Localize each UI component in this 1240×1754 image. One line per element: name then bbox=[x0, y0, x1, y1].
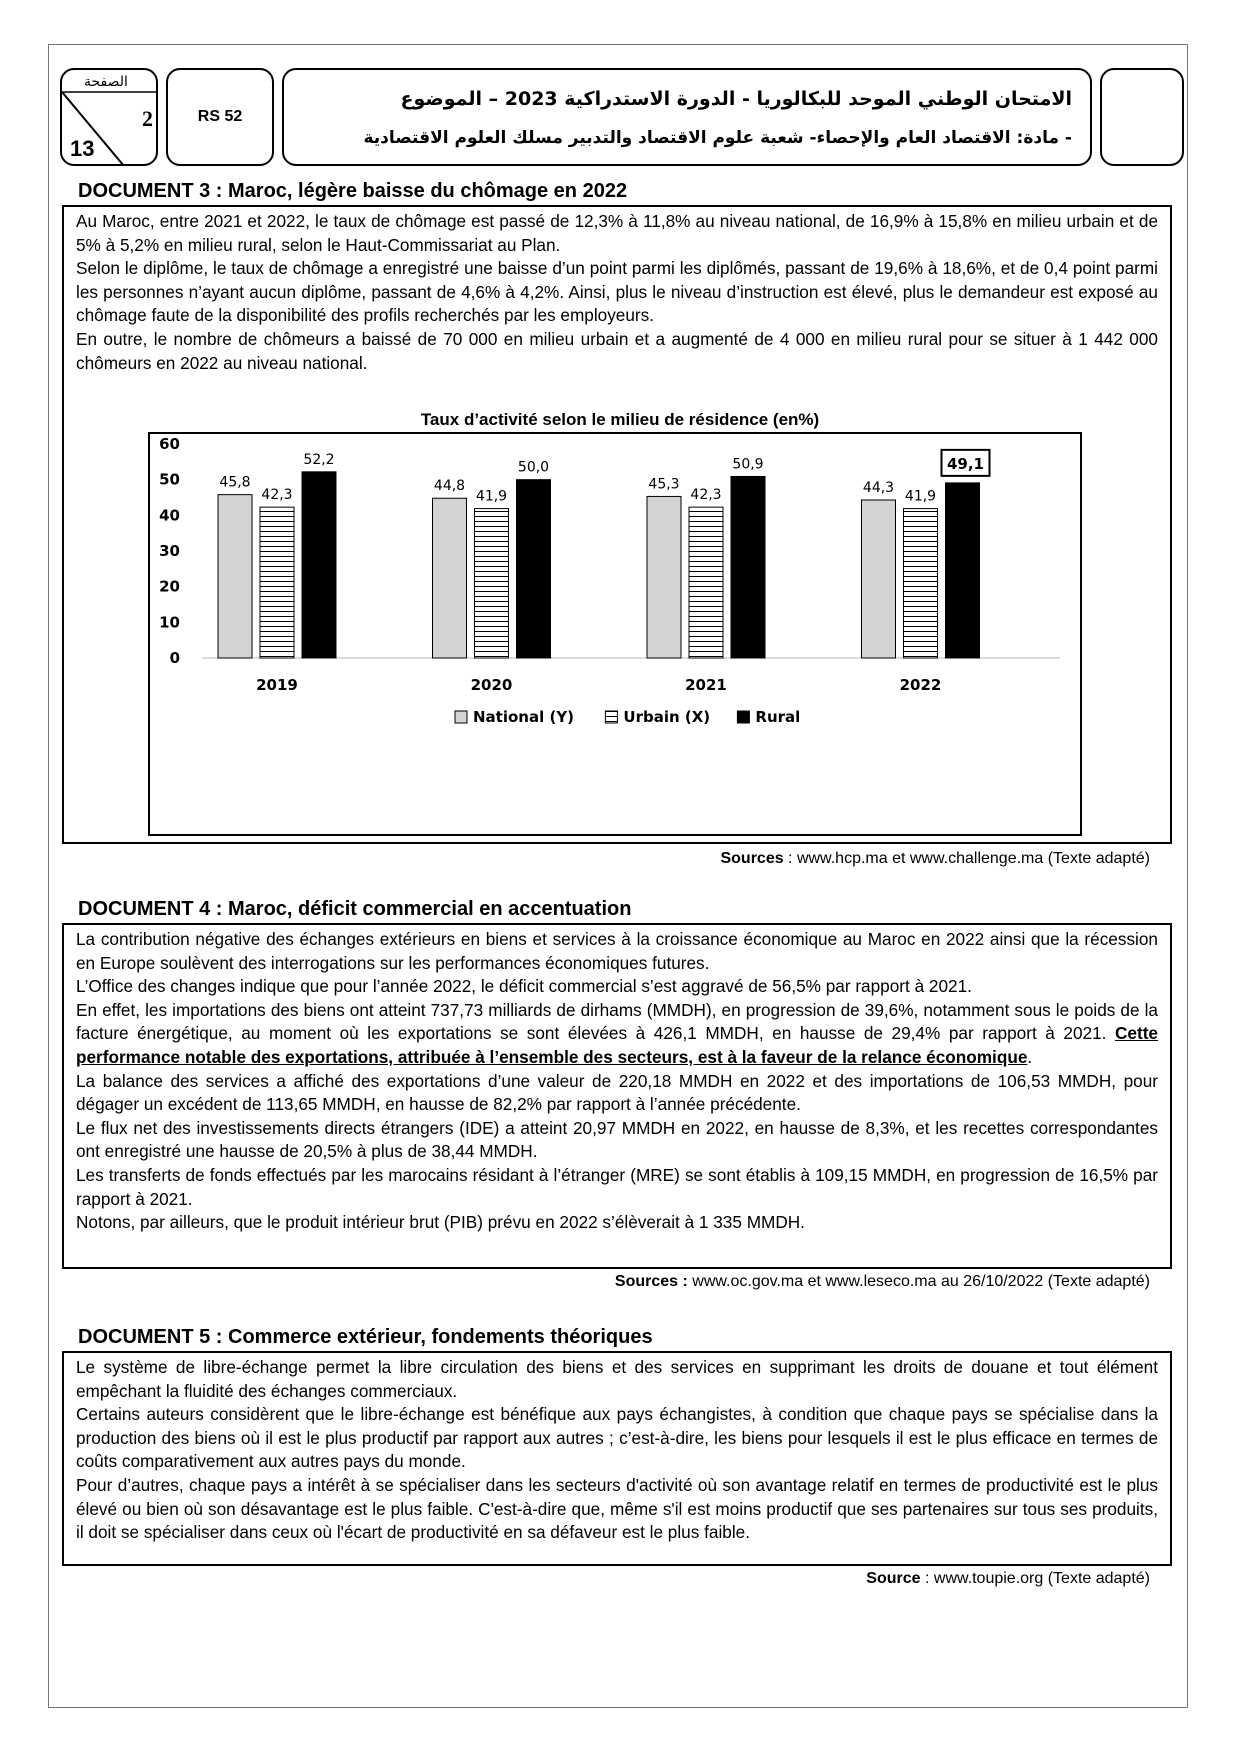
doc5-text bbox=[64, 1353, 1170, 1545]
data-label: 44,8 bbox=[433, 478, 466, 495]
doc5-source-label: Source bbox=[866, 1570, 921, 1587]
bar-urbain bbox=[260, 507, 294, 658]
doc3-source-label: Sources bbox=[720, 850, 784, 867]
data-label: 45,3 bbox=[648, 476, 680, 493]
legend-swatch bbox=[737, 711, 749, 723]
bar-national bbox=[218, 495, 252, 658]
y-tick-label: 20 bbox=[159, 577, 180, 596]
doc4-source-text: www.oc.gov.ma et www.leseco.ma au 26/10/2022 (Texte adapté) bbox=[687, 1273, 1150, 1290]
legend-swatch bbox=[605, 711, 617, 723]
data-label: 50,9 bbox=[732, 456, 764, 473]
y-tick-label: 0 bbox=[169, 649, 180, 667]
doc4-paragraph: La contribution négative des échanges extérieurs en biens et services à la croissance économique au Maroc en 2022 ainsi que la récession en Europe soulèvent des interrogations sur les performances économiques futures. bbox=[76, 929, 1158, 973]
legend-swatch bbox=[455, 711, 467, 723]
bar-rural bbox=[946, 483, 980, 658]
bar-national bbox=[647, 496, 681, 658]
bar-rural bbox=[731, 476, 765, 658]
y-tick-label: 30 bbox=[159, 542, 180, 560]
exam-title-line1: الامتحان الوطني الموحد للبكالوريا - الدورة الاستدراكية 2023 – الموضوع bbox=[400, 88, 1072, 110]
bar-urbain bbox=[475, 509, 509, 658]
data-label: 52,2 bbox=[303, 451, 335, 468]
x-tick-label: 2021 bbox=[685, 676, 727, 694]
exam-code-box bbox=[166, 68, 274, 166]
doc4-source bbox=[615, 1273, 1150, 1291]
data-label: 41,9 bbox=[904, 488, 937, 505]
doc4-highlighted-sentence: Cette performance notable des exportations, attribuée à l’ensemble des secteurs, est à la faveur de la relance économique bbox=[76, 1023, 1158, 1067]
page-total: 13 bbox=[70, 136, 95, 161]
doc4-text-run: En effet, les importations des biens ont atteint 737,73 milliards de dirhams (MMDH), en progression de 39,6%, notamment sous le poids de la facture énergétique, au moment où les exportations se sont élevées à 426,1 MMDH, en hausse de 29,4% par rapport à 2021. bbox=[76, 999, 1158, 1044]
exam-code: RS 52 bbox=[197, 108, 243, 125]
y-tick-label: 40 bbox=[159, 506, 180, 525]
doc3-text bbox=[64, 207, 1170, 375]
doc5-title: DOCUMENT 5 : Commerce extérieur, fondements théoriques bbox=[78, 1326, 653, 1348]
doc3-title: DOCUMENT 3 : Maroc, légère baisse du chômage en 2022 bbox=[78, 180, 628, 202]
exam-title-box bbox=[282, 68, 1092, 166]
doc5-paragraph: Le système de libre-échange permet la libre circulation des biens et des services en supprimant les droits de douane et tout élément empêchant la fluidité des échanges commerciaux. bbox=[76, 1357, 1158, 1401]
chart-frame bbox=[148, 432, 1082, 836]
legend-label: Rural bbox=[755, 708, 801, 726]
data-label: 45,8 bbox=[219, 474, 251, 491]
y-tick-label: 50 bbox=[159, 470, 180, 489]
bar-national bbox=[433, 498, 467, 658]
doc4-text bbox=[64, 925, 1170, 1235]
doc4-paragraph: Notons, par ailleurs, que le produit intérieur brut (PIB) prévu en 2022 s’élèverait à 1 335 MMDH. bbox=[76, 1212, 805, 1233]
doc4-box bbox=[62, 923, 1172, 1269]
doc3-paragraph: Au Maroc, entre 2021 et 2022, le taux de chômage est passé de 12,3% à 11,8% au niveau national, de 16,9% à 15,8% en milieu urbain et de 5% à 5,2% en milieu rural, selon le Haut-Commissariat au Plan. bbox=[76, 211, 1158, 255]
blank-header-box bbox=[1100, 68, 1184, 166]
bar-urbain bbox=[689, 507, 723, 658]
doc5-paragraph: Pour d’autres, chaque pays a intérêt à se spécialiser dans les secteurs d'activité où son avantage relatif en termes de productivité est le plus élevé ou bien où son désavantage est le plus faible. C'est-à-dire que, même s'il est moins productif que ses partenaires sur tous ses produits, il doit se spécialiser dans ceux où l'écart de productivité en sa défaveur est le plus faible. bbox=[76, 1474, 1158, 1543]
bar-rural bbox=[517, 480, 551, 658]
doc3-source bbox=[720, 850, 1150, 868]
doc4-title: DOCUMENT 4 : Maroc, déficit commercial en accentuation bbox=[78, 898, 632, 920]
doc3-paragraph: Selon le diplôme, le taux de chômage a enregistré une baisse d’un point parmi les diplômés, passant de 19,6% à 18,6%, et de 0,4 point parmi les personnes n’ayant aucun diplôme, passant de 4,6% à 4,2%. Ainsi, plus le niveau d’instruction est élevé, plus le demandeur est exposé au chômage faute de la disponibilité des profils recherchés par les employeurs. bbox=[76, 258, 1158, 326]
doc5-source-text: : www.toupie.org (Texte adapté) bbox=[920, 1570, 1150, 1587]
bar-urbain bbox=[904, 509, 938, 658]
doc5-paragraph: Certains auteurs considèrent que le libre-échange est bénéfique aux pays échangistes, à condition que chaque pays se spécialise dans la production des biens où il est le plus productif par rapport aux autres ; c’est-à-dire, les biens pour lesquels il est le plus efficace en termes de coûts comparativement aux autres pays du monde. bbox=[76, 1404, 1158, 1472]
page-number-box bbox=[60, 68, 158, 166]
data-label: 41,9 bbox=[475, 488, 508, 505]
x-tick-label: 2022 bbox=[899, 676, 942, 694]
page-label: الصفحة bbox=[84, 74, 128, 90]
doc4-paragraph: Le flux net des investissements directs étrangers (IDE) a atteint 20,97 MMDH en 2022, en hausse de 8,3%, et les recettes correspondantes ont enregistré une hausse de 20,5% à plus de 38,44 MMDH. bbox=[76, 1117, 1158, 1162]
doc5-source bbox=[866, 1570, 1150, 1588]
doc4-paragraph: L’Office des changes indique que pour l’année 2022, le déficit commercial s’est aggravé de 56,5% par rapport à 2021. bbox=[76, 976, 972, 997]
data-label: 42,3 bbox=[690, 487, 722, 504]
doc4-paragraph bbox=[76, 999, 1158, 1070]
bar-national bbox=[862, 500, 896, 658]
x-tick-label: 2019 bbox=[256, 676, 298, 694]
data-label: 50,0 bbox=[517, 459, 550, 476]
y-tick-label: 60 bbox=[159, 435, 180, 453]
doc4-paragraph: La balance des services a affiché des exportations d’une valeur de 220,18 MMDH en 2022 et des importations de 106,53 MMDH, pour dégager un excédent de 113,65 MMDH, en hausse de 82,2% par rapport à l’année précédente. bbox=[76, 1070, 1158, 1115]
doc5-box bbox=[62, 1351, 1172, 1566]
bar-rural bbox=[302, 472, 336, 658]
doc3-source-text: : www.hcp.ma et www.challenge.ma (Texte adapté) bbox=[783, 850, 1150, 867]
data-label: 42,3 bbox=[261, 487, 293, 504]
legend-label: National (Y) bbox=[473, 708, 575, 726]
bar-chart bbox=[150, 434, 1080, 834]
legend-label: Urbain (X) bbox=[623, 708, 711, 726]
doc4-text-run: . bbox=[1027, 1046, 1033, 1067]
y-tick-label: 10 bbox=[159, 613, 180, 632]
doc3-paragraph: En outre, le nombre de chômeurs a baissé de 70 000 en milieu urbain et a augmenté de 4 000 en milieu rural pour se situer à 1 442 000 chômeurs en 2022 au niveau national. bbox=[76, 328, 1158, 373]
doc4-source-label: Sources : bbox=[614, 1273, 688, 1290]
data-label: 49,1 bbox=[946, 454, 985, 473]
exam-title-line2: - مادة: الاقتصاد العام والإحصاء- شعبة علوم الاقتصاد والتدبير مسلك العلوم الاقتصادية bbox=[363, 128, 1072, 148]
page-number: 2 bbox=[142, 106, 153, 131]
doc4-paragraph: Les transferts de fonds effectués par les marocains résidant à l’étranger (MRE) se sont établis à 109,15 MMDH, en progression de 16,5% par rapport à 2021. bbox=[76, 1164, 1158, 1209]
x-tick-label: 2020 bbox=[470, 676, 513, 694]
data-label: 44,3 bbox=[862, 479, 895, 496]
chart-title: Taux d’activité selon le milieu de résidence (en%) bbox=[420, 410, 820, 429]
